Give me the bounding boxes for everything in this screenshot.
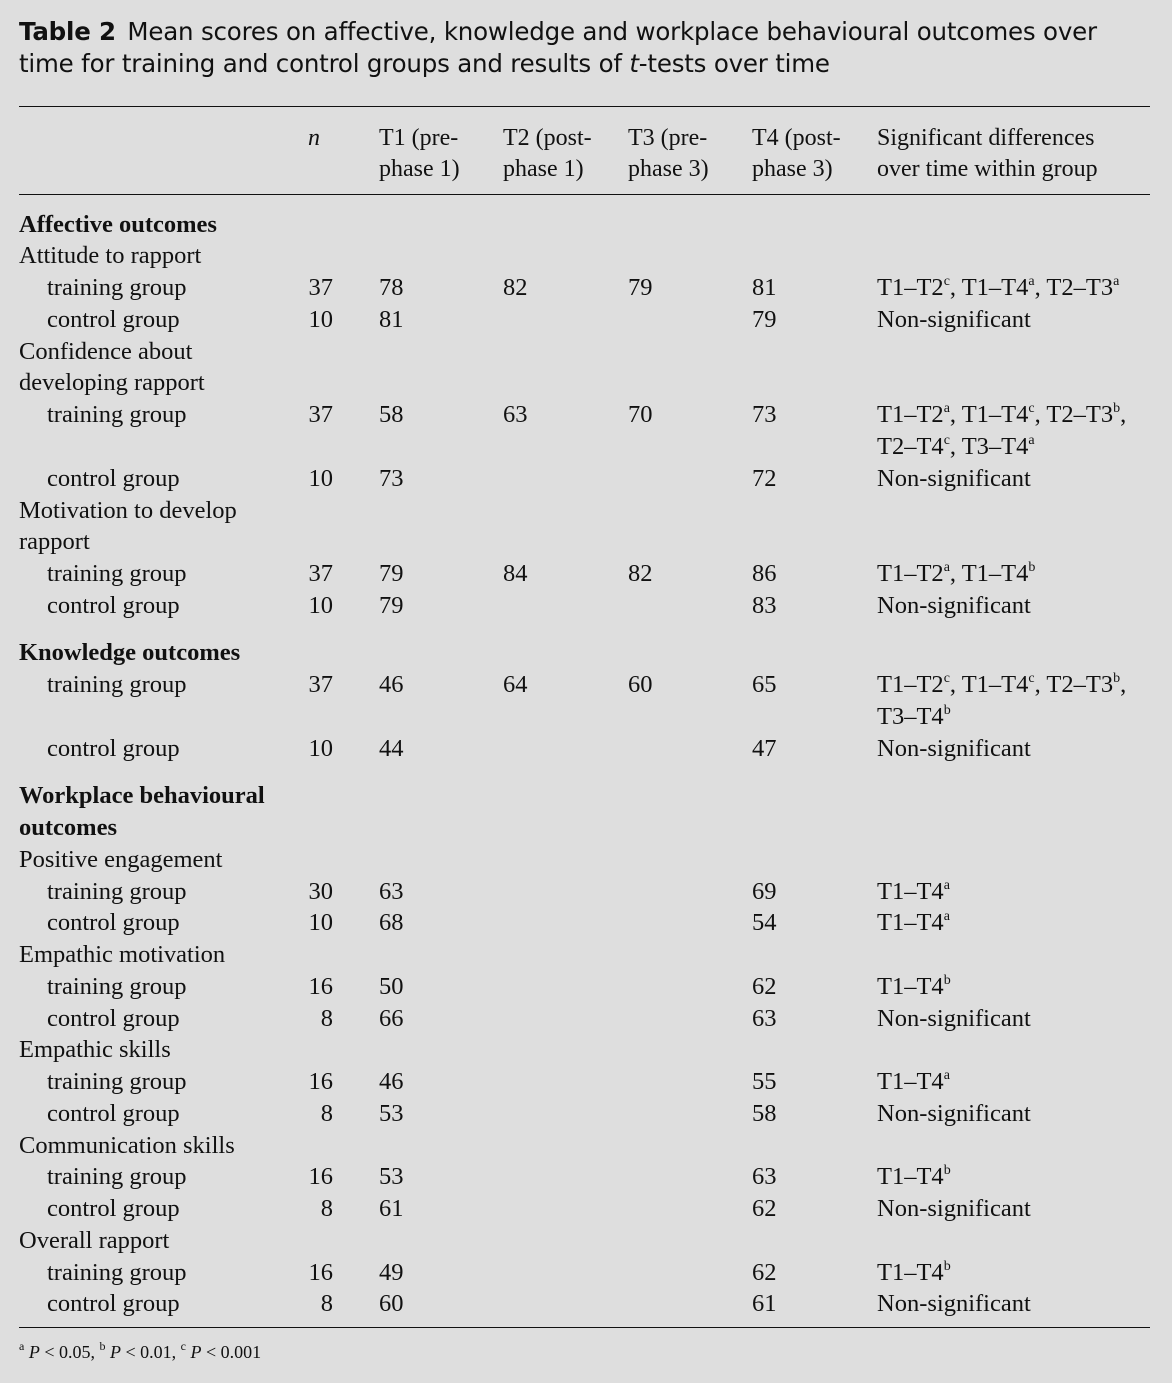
cell-t1: 50 — [379, 973, 404, 1000]
cell-t3: 79 — [628, 274, 653, 301]
table-row — [0, 907, 1172, 939]
cell-significance — [877, 304, 1031, 335]
sig-text: Non-significant — [877, 1195, 1031, 1222]
footnote-p: P — [28, 1342, 40, 1362]
table-row — [0, 1193, 1172, 1225]
cell-significance — [877, 876, 950, 907]
cell-significance — [877, 971, 951, 1002]
sig-text: T1–T4 — [877, 973, 944, 1000]
row-label: outcomes — [19, 814, 117, 841]
row-label: Workplace behavioural — [19, 782, 265, 809]
cell-n: 8 — [320, 1100, 333, 1127]
cell-n: 37 — [308, 671, 333, 698]
row-label: control group — [47, 306, 180, 333]
table-row — [0, 1288, 1172, 1320]
table-label: Table 2 — [19, 17, 116, 46]
cell-n: 10 — [308, 592, 333, 619]
sig-text: T1–T2 — [877, 401, 944, 428]
row-label: control group — [47, 1005, 180, 1032]
row-label: control group — [47, 909, 180, 936]
sig-superscript: a — [943, 877, 950, 893]
section-header-row — [0, 209, 1172, 241]
table-row — [0, 1098, 1172, 1130]
sig-superscript: b — [943, 702, 951, 718]
sig-superscript: c — [943, 670, 950, 686]
cell-t2: 84 — [503, 560, 528, 587]
row-label: Affective outcomes — [19, 211, 217, 238]
cell-n: 8 — [320, 1290, 333, 1317]
cell-n: 10 — [308, 909, 333, 936]
cell-t4: 61 — [752, 1290, 777, 1317]
sig-text: T1–T4 — [877, 1163, 944, 1190]
footnote-marker: a — [19, 1339, 25, 1353]
cell-t4: 63 — [752, 1005, 777, 1032]
cell-t1: 78 — [379, 274, 404, 301]
measure-row — [0, 1225, 1172, 1257]
sig-text: T1–T4 — [877, 1259, 944, 1286]
table-row — [0, 399, 1172, 431]
cell-t4: 55 — [752, 1068, 777, 1095]
measure-row — [0, 1130, 1172, 1162]
footnote-p: P — [190, 1342, 202, 1362]
cell-t4: 69 — [752, 878, 777, 905]
continuation-row — [0, 431, 1172, 463]
cell-significance — [877, 558, 1035, 589]
row-label: Overall rapport — [19, 1227, 170, 1254]
sig-superscript: c — [1028, 400, 1035, 416]
sig-superscript: b — [1113, 400, 1121, 416]
row-label: training group — [47, 878, 187, 905]
cell-n: 30 — [308, 878, 333, 905]
cell-significance — [877, 733, 1031, 764]
cell-n: 37 — [308, 560, 333, 587]
table-row — [0, 1003, 1172, 1035]
row-label: training group — [47, 1259, 187, 1286]
table-row — [0, 733, 1172, 765]
sig-text: , T1–T4 — [949, 560, 1029, 587]
sig-superscript: a — [943, 1067, 950, 1083]
row-label: training group — [47, 560, 187, 587]
cell-t4: 62 — [752, 973, 777, 1000]
sig-text: T1–T4 — [877, 909, 944, 936]
cell-t4: 79 — [752, 306, 777, 333]
cell-t4: 86 — [752, 560, 777, 587]
cell-t1: 66 — [379, 1005, 404, 1032]
cell-n: 16 — [308, 1068, 333, 1095]
caption-italic: t — [629, 49, 639, 78]
sig-superscript: c — [1028, 670, 1035, 686]
cell-n: 16 — [308, 973, 333, 1000]
row-label: training group — [47, 973, 187, 1000]
footnote-p: P — [109, 1342, 121, 1362]
section-header-row — [0, 780, 1172, 812]
row-label: control group — [47, 1100, 180, 1127]
cell-n: 10 — [308, 735, 333, 762]
table-row — [0, 876, 1172, 908]
cell-t3: 70 — [628, 401, 653, 428]
row-label: Empathic motivation — [19, 941, 226, 968]
measure-row — [0, 844, 1172, 876]
sig-superscript: c — [943, 432, 950, 448]
table-caption — [19, 16, 1149, 80]
sig-text: , — [1120, 671, 1127, 698]
row-label: Motivation to develop — [19, 497, 237, 524]
cell-t1: 81 — [379, 306, 404, 333]
section-header-row — [0, 812, 1172, 844]
row-label: Attitude to rapport — [19, 242, 202, 269]
section-header-row — [0, 637, 1172, 669]
cell-n: 10 — [308, 306, 333, 333]
sig-text: T1–T2 — [877, 671, 944, 698]
caption-text: Mean scores on affective, knowledge and workplace behavioural outcomes over time for training and control groups and results of — [19, 17, 1097, 78]
sig-superscript: b — [1113, 670, 1121, 686]
cell-significance — [877, 431, 1035, 462]
table-row — [0, 1066, 1172, 1098]
table-row — [0, 1161, 1172, 1193]
cell-n: 8 — [320, 1005, 333, 1032]
row-label: training group — [47, 274, 187, 301]
row-label: Positive engagement — [19, 846, 223, 873]
header-significance: Significant differences over time within group — [877, 125, 1098, 182]
sig-superscript: b — [943, 972, 951, 988]
table-row — [0, 272, 1172, 304]
row-label: Knowledge outcomes — [19, 639, 241, 666]
row-label: control group — [47, 1195, 180, 1222]
sig-text: T1–T2 — [877, 274, 944, 301]
cell-n: 16 — [308, 1163, 333, 1190]
footnote-marker: c — [180, 1339, 186, 1353]
sig-text: , T3–T4 — [949, 433, 1029, 460]
sig-text: , — [1120, 401, 1127, 428]
cell-significance — [877, 590, 1031, 621]
measure-row — [0, 240, 1172, 272]
sig-text: Non-significant — [877, 592, 1031, 619]
caption-text-end: -tests over time — [638, 49, 830, 78]
row-label: training group — [47, 1163, 187, 1190]
sig-text: , T1–T4 — [949, 671, 1029, 698]
row-label: control group — [47, 592, 180, 619]
cell-significance — [877, 1288, 1031, 1319]
cell-t1: 60 — [379, 1290, 404, 1317]
sig-text: , T2–T3 — [1034, 671, 1114, 698]
cell-t4: 81 — [752, 274, 777, 301]
row-label: rapport — [19, 528, 90, 555]
sig-text: T1–T4 — [877, 1068, 944, 1095]
header-t1: T1 (pre- phase 1) — [379, 125, 460, 182]
footnote-marker: b — [99, 1339, 106, 1353]
sig-text: T3–T4 — [877, 703, 944, 730]
row-label: developing rapport — [19, 369, 205, 396]
table-row — [0, 463, 1172, 495]
cell-significance — [877, 272, 1119, 303]
continuation-row — [0, 701, 1172, 733]
sig-superscript: a — [1028, 432, 1035, 448]
cell-t3: 60 — [628, 671, 653, 698]
cell-significance — [877, 1003, 1031, 1034]
table-row — [0, 590, 1172, 622]
cell-t1: 63 — [379, 878, 404, 905]
cell-t4: 63 — [752, 1163, 777, 1190]
header-t3: T3 (pre- phase 3) — [628, 125, 709, 182]
sig-text: T1–T2 — [877, 560, 944, 587]
sig-text: , T1–T4 — [949, 401, 1029, 428]
measure-row — [0, 336, 1172, 368]
sig-text: Non-significant — [877, 1290, 1031, 1317]
sig-superscript: a — [943, 400, 950, 416]
cell-t1: 46 — [379, 671, 404, 698]
row-label: Empathic skills — [19, 1036, 171, 1063]
cell-t1: 58 — [379, 401, 404, 428]
cell-n: 8 — [320, 1195, 333, 1222]
measure-row — [0, 526, 1172, 558]
sig-superscript: b — [943, 1162, 951, 1178]
row-label: training group — [47, 1068, 187, 1095]
cell-significance — [877, 463, 1031, 494]
cell-t4: 54 — [752, 909, 777, 936]
cell-t4: 65 — [752, 671, 777, 698]
header-n: n — [308, 125, 320, 151]
sig-text: Non-significant — [877, 1005, 1031, 1032]
row-label: control group — [47, 1290, 180, 1317]
cell-t1: 46 — [379, 1068, 404, 1095]
cell-significance — [877, 1257, 951, 1288]
cell-t4: 62 — [752, 1195, 777, 1222]
sig-superscript: b — [1028, 559, 1036, 575]
measure-row — [0, 1034, 1172, 1066]
cell-significance — [877, 1066, 950, 1097]
bottom-rule — [19, 1327, 1150, 1328]
footnote-threshold: < 0.01, — [120, 1342, 181, 1362]
cell-t1: 53 — [379, 1163, 404, 1190]
header-rule — [19, 194, 1150, 195]
row-label: training group — [47, 671, 187, 698]
cell-t2: 63 — [503, 401, 528, 428]
cell-significance — [877, 1161, 951, 1192]
cell-n: 37 — [308, 274, 333, 301]
cell-significance — [877, 399, 1126, 430]
cell-t1: 49 — [379, 1259, 404, 1286]
sig-text: Non-significant — [877, 465, 1031, 492]
cell-n: 16 — [308, 1259, 333, 1286]
sig-superscript: c — [943, 273, 950, 289]
cell-t1: 68 — [379, 909, 404, 936]
measure-row — [0, 495, 1172, 527]
sig-text: , T1–T4 — [949, 274, 1029, 301]
cell-n: 10 — [308, 465, 333, 492]
cell-t1: 73 — [379, 465, 404, 492]
sig-superscript: a — [1028, 273, 1035, 289]
table-row — [0, 669, 1172, 701]
cell-t1: 44 — [379, 735, 404, 762]
sig-text: , T2–T3 — [1034, 274, 1114, 301]
cell-n: 37 — [308, 401, 333, 428]
cell-significance — [877, 701, 951, 732]
sig-superscript: a — [1113, 273, 1120, 289]
sig-text: Non-significant — [877, 735, 1031, 762]
cell-significance — [877, 669, 1126, 700]
cell-significance — [877, 907, 950, 938]
row-label: Communication skills — [19, 1132, 235, 1159]
sig-text: , T2–T3 — [1034, 401, 1114, 428]
footnote-threshold: < 0.001 — [201, 1342, 262, 1362]
cell-t2: 82 — [503, 274, 528, 301]
header-t2: T2 (post- phase 1) — [503, 125, 592, 182]
cell-t4: 72 — [752, 465, 777, 492]
footnote-threshold: < 0.05, — [39, 1342, 100, 1362]
cell-t4: 83 — [752, 592, 777, 619]
cell-t4: 73 — [752, 401, 777, 428]
sig-superscript: a — [943, 908, 950, 924]
header-t4: T4 (post- phase 3) — [752, 125, 841, 182]
sig-text: T2–T4 — [877, 433, 944, 460]
cell-t1: 53 — [379, 1100, 404, 1127]
sig-text: T1–T4 — [877, 878, 944, 905]
table-row — [0, 1257, 1172, 1289]
table-row — [0, 558, 1172, 590]
top-rule — [19, 106, 1150, 107]
table-row — [0, 971, 1172, 1003]
table-row — [0, 304, 1172, 336]
sig-text: Non-significant — [877, 1100, 1031, 1127]
measure-row — [0, 367, 1172, 399]
cell-t2: 64 — [503, 671, 528, 698]
row-label: control group — [47, 465, 180, 492]
row-label: control group — [47, 735, 180, 762]
measure-row — [0, 939, 1172, 971]
cell-t1: 61 — [379, 1195, 404, 1222]
cell-t4: 62 — [752, 1259, 777, 1286]
cell-significance — [877, 1193, 1031, 1224]
cell-t1: 79 — [379, 592, 404, 619]
cell-t3: 82 — [628, 560, 653, 587]
sig-superscript: a — [943, 559, 950, 575]
sig-superscript: b — [943, 1258, 951, 1274]
footnote — [19, 1340, 261, 1364]
sig-text: Non-significant — [877, 306, 1031, 333]
row-label: Confidence about — [19, 338, 193, 365]
cell-t4: 47 — [752, 735, 777, 762]
cell-t1: 79 — [379, 560, 404, 587]
row-label: training group — [47, 401, 187, 428]
cell-t4: 58 — [752, 1100, 777, 1127]
cell-significance — [877, 1098, 1031, 1129]
